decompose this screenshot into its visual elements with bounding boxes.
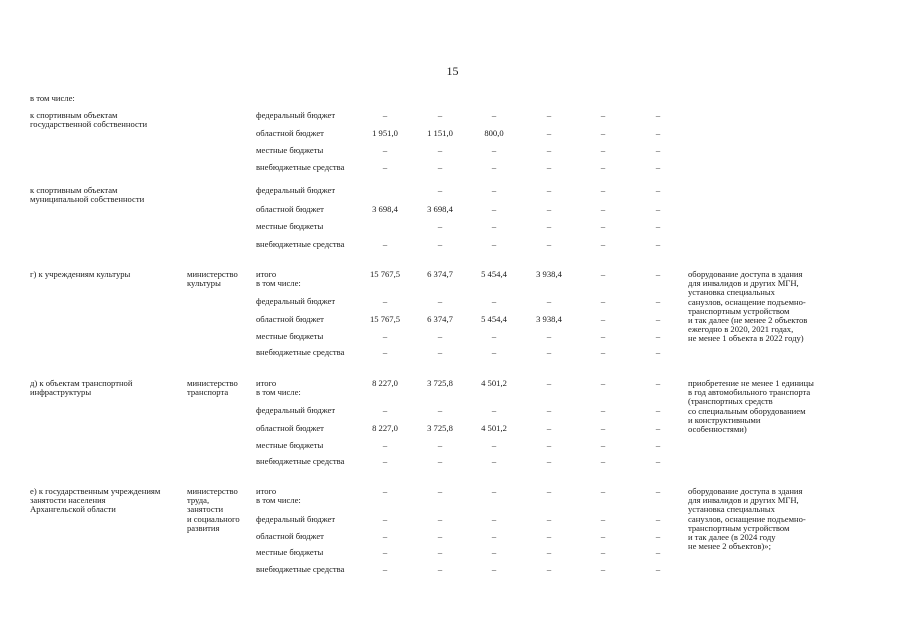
value-dash: – <box>382 296 388 306</box>
value-dash: – <box>491 405 497 415</box>
block-name: е) к государственным учреждениям занятости населения Архангельской области <box>30 486 161 515</box>
value-dash: – <box>600 128 606 138</box>
source-label: областной бюджет <box>256 423 324 433</box>
source-label: областной бюджет <box>256 204 324 214</box>
value-dash: – <box>382 331 388 341</box>
value-cell: 3 938,4 <box>536 314 562 324</box>
value-dash: – <box>600 221 606 231</box>
value-dash: – <box>546 221 552 231</box>
value-dash: – <box>600 531 606 541</box>
value-dash: – <box>491 440 497 450</box>
source-label: итого в том числе: <box>256 269 301 289</box>
value-dash: – <box>382 456 388 466</box>
value-dash: – <box>655 378 661 388</box>
value-dash: – <box>437 221 443 231</box>
value-dash: – <box>600 331 606 341</box>
source-label: федеральный бюджет <box>256 185 336 195</box>
value-dash: – <box>382 440 388 450</box>
value-dash: – <box>655 405 661 415</box>
value-dash: – <box>491 347 497 357</box>
value-dash: – <box>655 185 661 195</box>
value-dash: – <box>546 128 552 138</box>
value-dash: – <box>600 440 606 450</box>
source-label: итого в том числе: <box>256 378 301 398</box>
value-cell: 1 151,0 <box>427 128 453 138</box>
value-dash: – <box>655 531 661 541</box>
value-dash: – <box>491 162 497 172</box>
value-dash: – <box>437 185 443 195</box>
value-dash: – <box>655 564 661 574</box>
value-dash: – <box>546 378 552 388</box>
value-dash: – <box>382 162 388 172</box>
value-cell: 3 725,8 <box>427 378 453 388</box>
value-dash: – <box>600 456 606 466</box>
value-dash: – <box>600 314 606 324</box>
source-label: областной бюджет <box>256 314 324 324</box>
value-dash: – <box>600 423 606 433</box>
value-dash: – <box>437 440 443 450</box>
value-dash: – <box>546 239 552 249</box>
value-dash: – <box>437 162 443 172</box>
source-label: федеральный бюджет <box>256 296 336 306</box>
value-dash: – <box>437 296 443 306</box>
value-dash: – <box>546 162 552 172</box>
value-dash: – <box>655 110 661 120</box>
value-dash: – <box>437 145 443 155</box>
value-dash: – <box>491 221 497 231</box>
source-label: внебюджетные средства <box>256 239 345 249</box>
source-label: областной бюджет <box>256 531 324 541</box>
expected-result: оборудование доступа в здания для инвалидов и других МГН, установка специальных санузлов, оснащение подъемно- транспортным устройством и так далее (не менее 2 объектов ежегодно в 2020, 2021 годах, не менее 1 объекта в 2022 году) <box>688 269 808 344</box>
intro-text: в том числе: <box>30 93 75 103</box>
page-number: 15 <box>446 64 459 78</box>
value-dash: – <box>382 239 388 249</box>
value-cell: 8 227,0 <box>372 378 398 388</box>
value-cell: 5 454,4 <box>481 269 507 279</box>
value-dash: – <box>655 347 661 357</box>
block-name: г) к учреждениям культуры <box>30 269 131 279</box>
source-label: внебюджетные средства <box>256 162 345 172</box>
value-cell: 3 698,4 <box>427 204 453 214</box>
value-dash: – <box>382 547 388 557</box>
value-cell: 4 501,2 <box>481 423 507 433</box>
source-label: итого в том числе: <box>256 486 301 506</box>
value-dash: – <box>600 296 606 306</box>
value-dash: – <box>600 239 606 249</box>
value-dash: – <box>546 423 552 433</box>
value-dash: – <box>437 564 443 574</box>
value-dash: – <box>546 204 552 214</box>
value-dash: – <box>437 239 443 249</box>
value-cell: 3 725,8 <box>427 423 453 433</box>
value-dash: – <box>382 347 388 357</box>
value-dash: – <box>655 456 661 466</box>
value-dash: – <box>655 162 661 172</box>
source-label: внебюджетные средства <box>256 456 345 466</box>
value-cell: 1 951,0 <box>372 128 398 138</box>
value-dash: – <box>546 456 552 466</box>
value-cell: 6 374,7 <box>427 314 453 324</box>
value-dash: – <box>546 145 552 155</box>
value-dash: – <box>655 128 661 138</box>
value-dash: – <box>437 347 443 357</box>
value-dash: – <box>546 296 552 306</box>
value-dash: – <box>655 269 661 279</box>
value-dash: – <box>546 531 552 541</box>
value-dash: – <box>600 378 606 388</box>
value-cell: 5 454,4 <box>481 314 507 324</box>
value-dash: – <box>546 347 552 357</box>
value-dash: – <box>655 221 661 231</box>
value-dash: – <box>655 486 661 496</box>
value-dash: – <box>655 514 661 524</box>
value-dash: – <box>491 564 497 574</box>
value-cell: 3 698,4 <box>372 204 398 214</box>
block-name: д) к объектам транспортной инфраструктуры <box>30 378 133 398</box>
ministry-name: министерство труда, занятости и социального развития <box>187 486 240 533</box>
source-label: федеральный бюджет <box>256 110 336 120</box>
ministry-name: министерство транспорта <box>187 378 238 398</box>
value-dash: – <box>491 331 497 341</box>
value-dash: – <box>437 514 443 524</box>
value-dash: – <box>491 531 497 541</box>
value-dash: – <box>382 514 388 524</box>
value-dash: – <box>600 162 606 172</box>
value-dash: – <box>491 456 497 466</box>
value-cell: 15 767,5 <box>369 269 401 279</box>
source-label: федеральный бюджет <box>256 514 336 524</box>
value-dash: – <box>491 486 497 496</box>
value-dash: – <box>655 204 661 214</box>
value-dash: – <box>600 204 606 214</box>
value-dash: – <box>437 331 443 341</box>
value-dash: – <box>437 405 443 415</box>
value-dash: – <box>600 145 606 155</box>
value-dash: – <box>655 296 661 306</box>
value-cell: 6 374,7 <box>427 269 453 279</box>
value-dash: – <box>546 440 552 450</box>
value-dash: – <box>437 531 443 541</box>
source-label: местные бюджеты <box>256 221 324 231</box>
value-dash: – <box>600 110 606 120</box>
value-cell: 3 938,4 <box>536 269 562 279</box>
value-dash: – <box>600 185 606 195</box>
value-dash: – <box>546 564 552 574</box>
value-dash: – <box>546 547 552 557</box>
value-dash: – <box>655 314 661 324</box>
value-dash: – <box>491 185 497 195</box>
value-dash: – <box>546 110 552 120</box>
source-label: местные бюджеты <box>256 145 324 155</box>
value-dash: – <box>600 269 606 279</box>
value-dash: – <box>491 145 497 155</box>
value-dash: – <box>491 547 497 557</box>
ministry-name: министерство культуры <box>187 269 238 289</box>
value-dash: – <box>655 440 661 450</box>
value-dash: – <box>382 405 388 415</box>
value-dash: – <box>437 486 443 496</box>
value-cell: 15 767,5 <box>369 314 401 324</box>
source-label: внебюджетные средства <box>256 564 345 574</box>
value-dash: – <box>491 514 497 524</box>
value-dash: – <box>437 547 443 557</box>
value-dash: – <box>546 486 552 496</box>
value-cell: 8 227,0 <box>372 423 398 433</box>
value-dash: – <box>382 145 388 155</box>
expected-result: оборудование доступа в здания для инвалидов и других МГН, установка специальных санузлов, оснащение подъемно- транспортным устройством и так далее (в 2024 году не менее 2 объектов)»; <box>688 486 806 552</box>
value-dash: – <box>546 185 552 195</box>
value-dash: – <box>491 296 497 306</box>
value-dash: – <box>437 110 443 120</box>
expected-result: приобретение не менее 1 единицы в год автомобильного транспорта (транспортных средств со специальным оборудованием и конструктивными особенностями) <box>688 378 814 435</box>
source-label: местные бюджеты <box>256 331 324 341</box>
value-dash: – <box>382 531 388 541</box>
value-dash: – <box>382 110 388 120</box>
source-label: внебюджетные средства <box>256 347 345 357</box>
value-dash: – <box>546 405 552 415</box>
value-dash: – <box>655 239 661 249</box>
value-dash: – <box>655 145 661 155</box>
value-cell: 800,0 <box>484 128 504 138</box>
value-dash: – <box>655 547 661 557</box>
source-label: областной бюджет <box>256 128 324 138</box>
value-dash: – <box>546 331 552 341</box>
value-dash: – <box>600 347 606 357</box>
value-dash: – <box>655 331 661 341</box>
value-dash: – <box>382 486 388 496</box>
value-cell: 4 501,2 <box>481 378 507 388</box>
source-label: местные бюджеты <box>256 547 324 557</box>
value-dash: – <box>600 547 606 557</box>
value-dash: – <box>655 423 661 433</box>
value-dash: – <box>491 204 497 214</box>
value-dash: – <box>491 239 497 249</box>
value-dash: – <box>600 564 606 574</box>
value-dash: – <box>600 405 606 415</box>
value-dash: – <box>600 514 606 524</box>
value-dash: – <box>546 514 552 524</box>
block-name: к спортивным объектам муниципальной собственности <box>30 185 145 205</box>
source-label: федеральный бюджет <box>256 405 336 415</box>
source-label: местные бюджеты <box>256 440 324 450</box>
value-dash: – <box>600 486 606 496</box>
block-name: к спортивным объектам государственной собственности <box>30 110 148 130</box>
value-dash: – <box>491 110 497 120</box>
value-dash: – <box>382 564 388 574</box>
value-dash: – <box>437 456 443 466</box>
